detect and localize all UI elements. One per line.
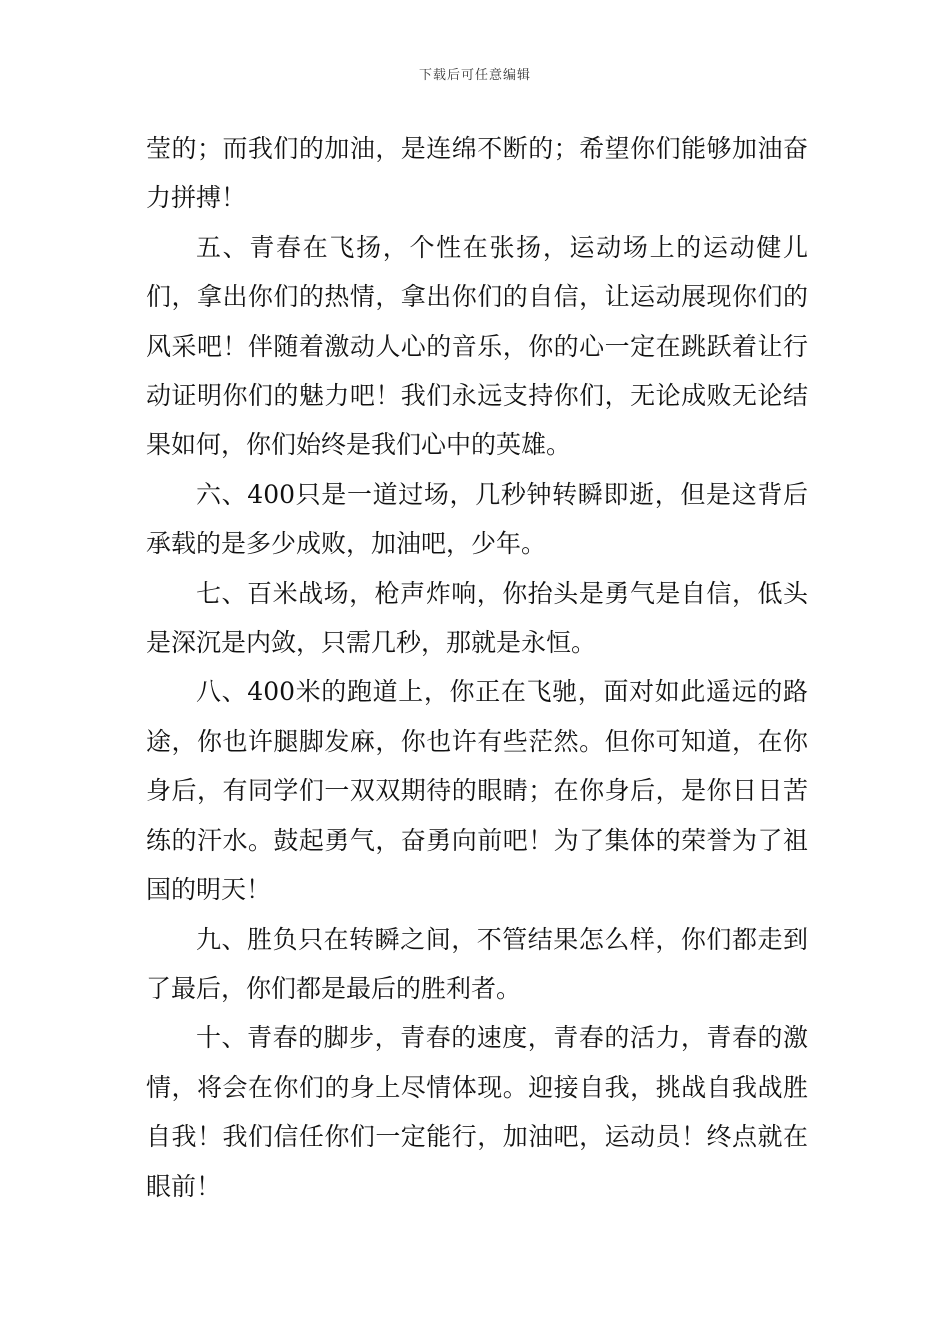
paragraph-5: 五、青春在飞扬，个性在张扬，运动场上的运动健儿们，拿出你们的热情，拿出你们的自信，让运动展现你们的风采吧！伴随着激动人心的音乐，你的心一定在跳跃着让行动证明你们的魅力吧！我们永远支持你们，无论成败无论结果如何，你们始终是我们心中的英雄。 — [146, 232, 808, 460]
paragraph-8: 八、400米的跑道上，你正在飞驰，面对如此遥远的路途，你也许腿脚发麻，你也许有些茫然。但你可知道，在你身后，有同学们一双双期待的眼睛；在你身后，是你日日苦练的汗水。鼓起勇气，奋勇向前吧！为了集体的荣誉为了祖国的明天！ — [146, 677, 808, 905]
page-header: 下载后可任意编辑 — [418, 68, 531, 83]
paragraph-continuation: 莹的；而我们的加油，是连绵不断的；希望你们能够加油奋力拼搏！ — [146, 134, 808, 213]
paragraph-9: 九、胜负只在转瞬之间，不管结果怎么样，你们都走到了最后，你们都是最后的胜利者。 — [146, 924, 808, 1003]
paragraph-6: 六、400只是一道过场，几秒钟转瞬即逝，但是这背后承载的是多少成败，加油吧，少年。 — [146, 479, 808, 559]
paragraph-7: 七、百米战场，枪声炸响，你抬头是勇气是自信，低头是深沉是内敛，只需几秒，那就是永恒。 — [146, 578, 808, 658]
document-body — [146, 124, 808, 1211]
paragraph-10: 十、青春的脚步，青春的速度，青春的活力，青春的激情，将会在你们的身上尽情体现。迎接自我，挑战自我战胜自我！我们信任你们一定能行，加油吧，运动员！终点就在眼前！ — [146, 1023, 808, 1201]
